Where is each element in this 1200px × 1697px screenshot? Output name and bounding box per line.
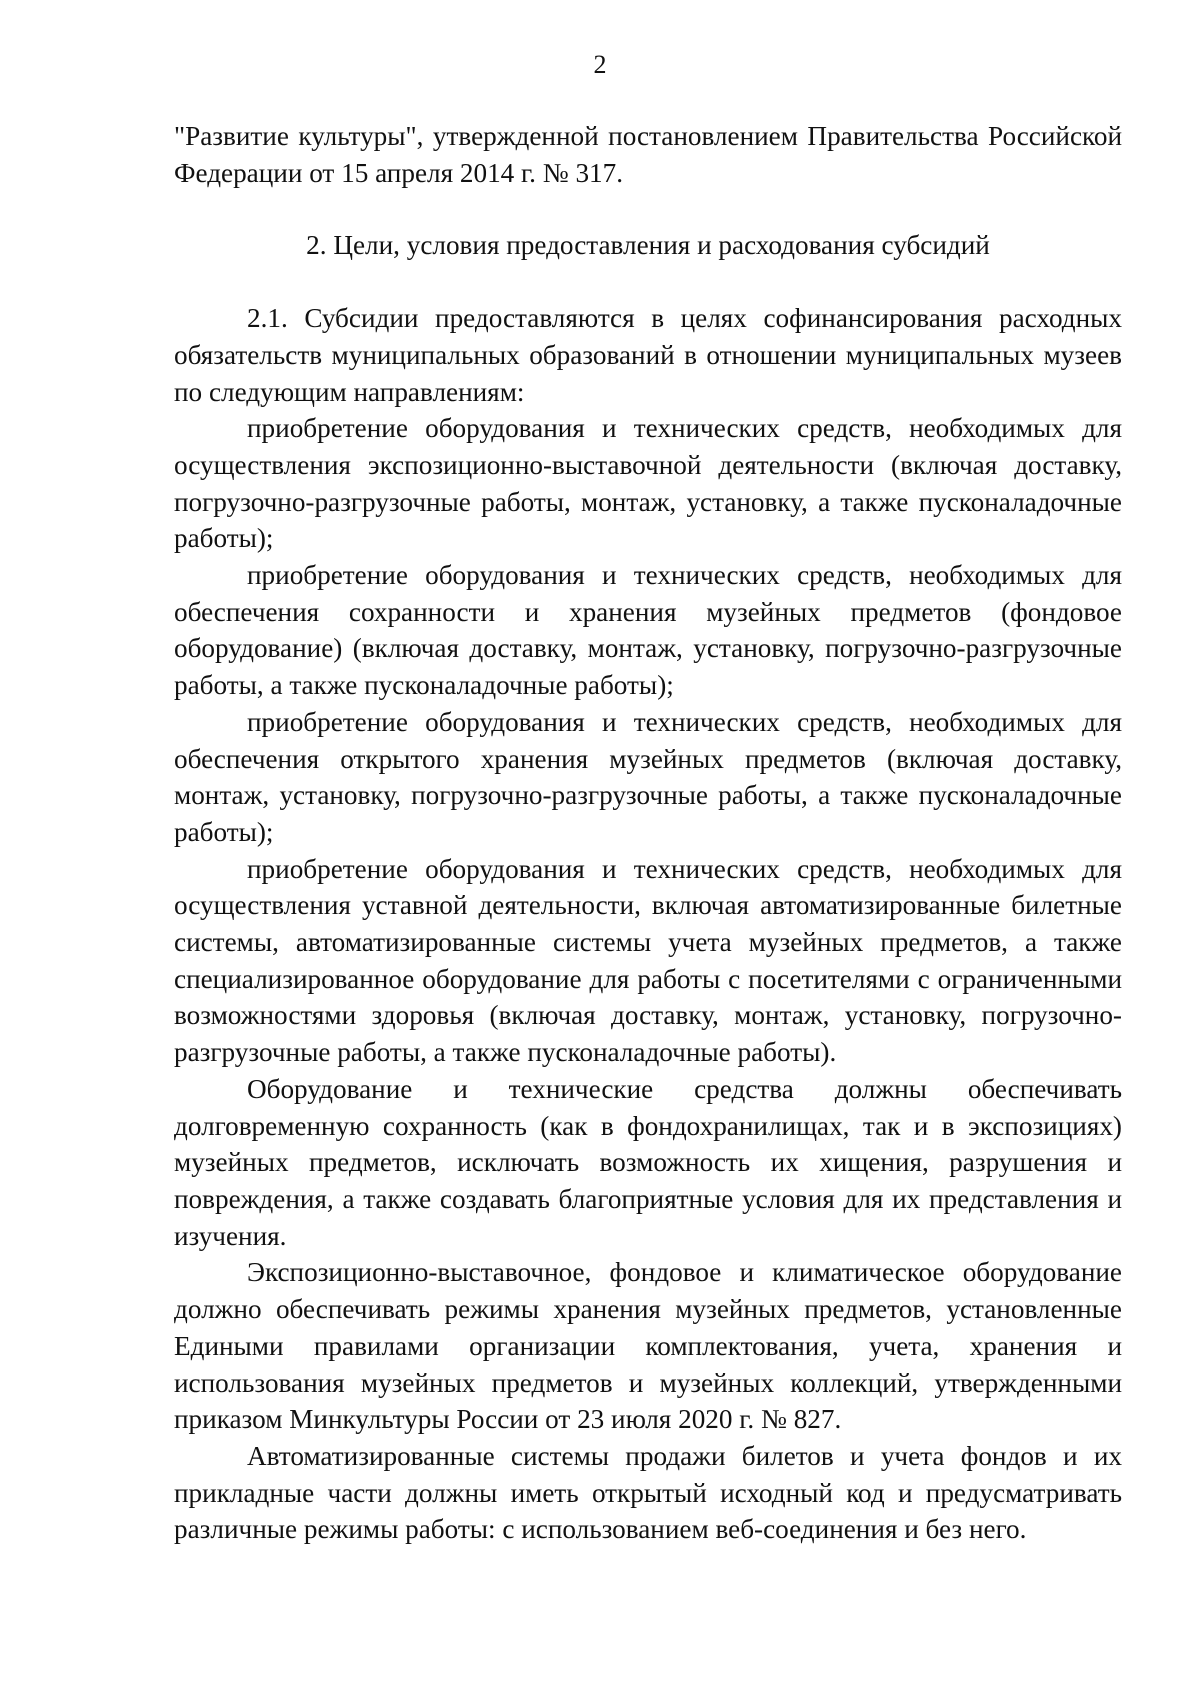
paragraph-equipment-requirements: Оборудование и технические средства должны обеспечивать долговременную сохранность (как в фондохранилищах, так и в экспозициях) музейных предметов, исключать возможность их хищения, разрушения и повреждения, а также создавать благоприятные условия для их представления и изучения. <box>174 1073 1122 1251</box>
paragraph-2-1: 2.1. Субсидии предоставляются в целях софинансирования расходных обязательств муниципальных образований в отношении муниципальных музеев по следующим направлениям: <box>174 303 1122 407</box>
section-heading: 2. Цели, условия предоставления и расходования субсидий <box>306 230 990 261</box>
paragraph-direction-statutory: приобретение оборудования и технических средств, необходимых для осуществления уставной деятельности, включая автоматизированные билетные системы, автоматизированные системы учета музейных предметов, а также специализированное оборудование для работы с посетителями с ограниченными возможностями здоровья (включая доставку, монтаж, установку, погрузочно-разгрузочные работы, а также пусконаладочные работы). <box>174 853 1122 1068</box>
document-body <box>174 118 1122 1548</box>
paragraph-direction-storage: приобретение оборудования и технических средств, необходимых для обеспечения сохранности и хранения музейных предметов (фондовое оборудование) (включая доставку, монтаж, установку, погрузочно-разгрузочные работы, а также пусконаладочные работы); <box>174 560 1122 701</box>
paragraph-direction-exhibition: приобретение оборудования и технических средств, необходимых для осуществления экспозиционно-выставочной деятельности (включая доставку, погрузочно-разгрузочные работы, монтаж, установку, а также пусконаладочные работы); <box>174 413 1122 554</box>
paragraph-automated-systems: Автоматизированные системы продажи билетов и учета фондов и их прикладные части должны иметь открытый исходный код и предусматривать различные режимы работы: с использованием веб-соединения и без него. <box>174 1440 1122 1545</box>
paragraph-storage-modes: Экспозиционно-выставочное, фондовое и климатическое оборудование должно обеспечивать режимы хранения музейных предметов, установленные Едиными правилами организации комплектования, учета, хранения и использования музейных предметов и музейных коллекций, утвержденными приказом Минкультуры России от 23 июля 2020 г. № 827. <box>174 1257 1122 1435</box>
paragraph-continuation: "Развитие культуры", утвержденной постановлением Правительства Российской Федерации от 15 апреля 2014 г. № 317. <box>174 121 1122 188</box>
page-number: 2 <box>593 50 607 79</box>
paragraph-direction-open-storage: приобретение оборудования и технических средств, необходимых для обеспечения открытого хранения музейных предметов (включая доставку, монтаж, установку, погрузочно-разгрузочные работы, а также пусконаладочные работы); <box>174 706 1122 847</box>
